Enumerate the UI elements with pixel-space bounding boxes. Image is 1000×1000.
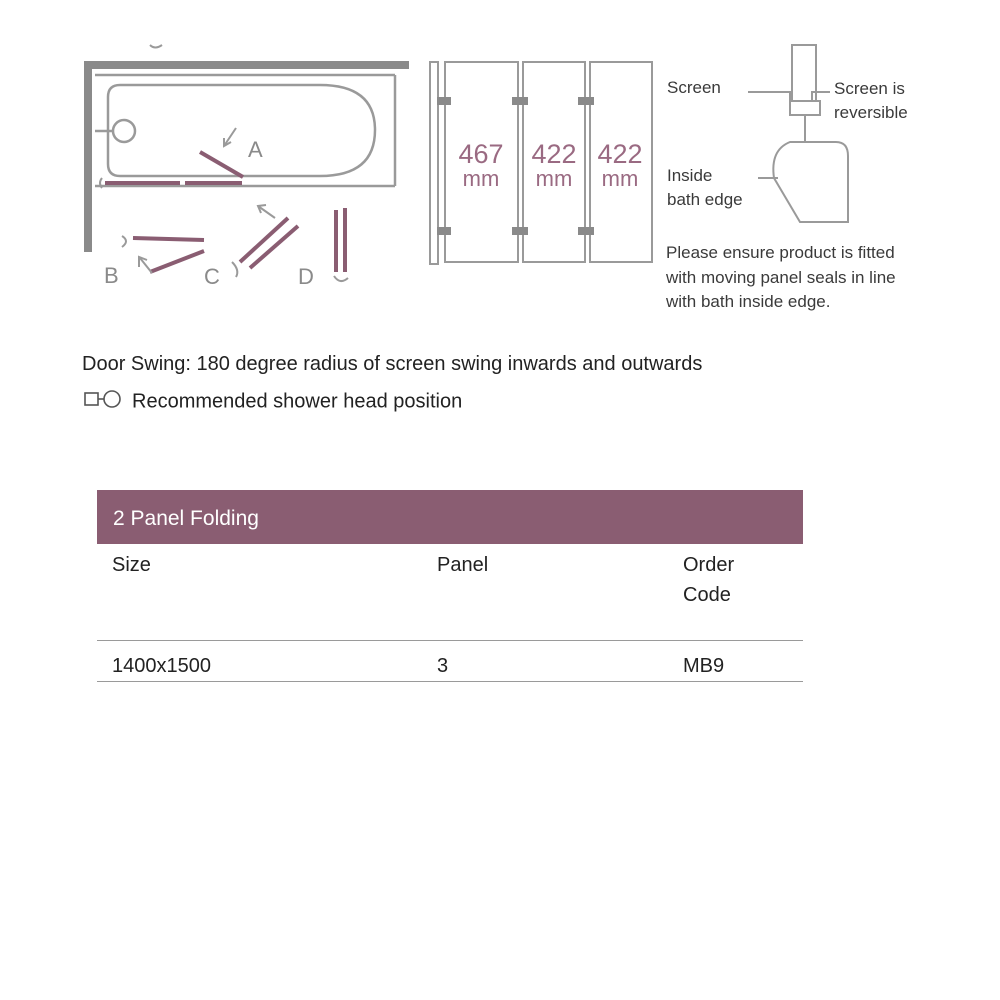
header-divider bbox=[97, 640, 803, 641]
header-order-code-2: Code bbox=[683, 584, 731, 606]
screen-label: Screen bbox=[667, 78, 721, 97]
label-b: B bbox=[104, 263, 119, 288]
fitting-note-line-3: with bath inside edge. bbox=[666, 292, 831, 311]
table-title-bar bbox=[97, 490, 803, 544]
header-panel: Panel bbox=[437, 554, 489, 576]
shower-head-legend bbox=[84, 389, 462, 415]
reversible-label-2: reversible bbox=[834, 103, 908, 122]
reversible-leader bbox=[812, 92, 830, 101]
inside-edge-label-2: bath edge bbox=[667, 190, 743, 209]
row-size: 1400x1500 bbox=[112, 655, 211, 677]
header-size: Size bbox=[112, 554, 151, 576]
label-a: A bbox=[248, 137, 263, 162]
door-swing-text: Door Swing: 180 degree radius of screen swing inwards and outwards bbox=[82, 353, 703, 375]
inside-edge-label-1: Inside bbox=[667, 166, 713, 185]
screen-leader bbox=[748, 92, 790, 101]
panel-1-unit: mm bbox=[462, 166, 500, 191]
row-order-code: MB9 bbox=[683, 655, 725, 677]
shower-head-position-icon bbox=[84, 389, 122, 415]
screen-seal bbox=[790, 101, 820, 115]
shower-head-text: Recommended shower head position bbox=[132, 390, 463, 413]
reversible-label-1: Screen is bbox=[834, 79, 905, 98]
panel-3-unit: mm bbox=[601, 166, 639, 191]
panel-3-width: 422 bbox=[597, 139, 643, 169]
panel-1-width: 467 bbox=[458, 139, 504, 169]
row-divider bbox=[97, 681, 803, 682]
fitting-note-line-1: Please ensure product is fitted bbox=[666, 243, 895, 262]
label-d: D bbox=[298, 264, 314, 289]
panel-2-unit: mm bbox=[535, 166, 573, 191]
bath-edge-shape bbox=[773, 142, 848, 222]
table-title: 2 Panel Folding bbox=[113, 507, 259, 530]
panel-2-width: 422 bbox=[531, 139, 577, 169]
label-c: C bbox=[204, 264, 220, 289]
fitting-note-line-2: with moving panel seals in line bbox=[666, 268, 896, 287]
row-panel: 3 bbox=[437, 655, 449, 677]
header-order-code-1: Order bbox=[683, 554, 735, 576]
